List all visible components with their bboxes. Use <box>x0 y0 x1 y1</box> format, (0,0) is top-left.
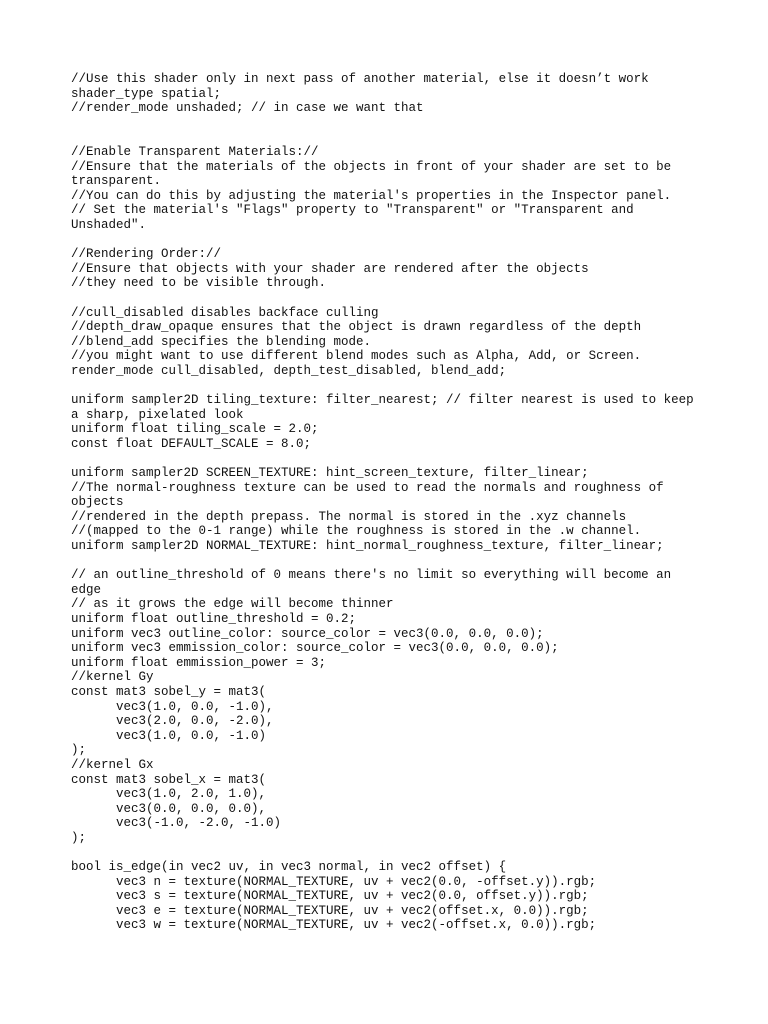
code-line: uniform sampler2D tiling_texture: filter_nearest; // filter nearest is used to keep <box>71 393 694 408</box>
blank-line <box>71 291 711 306</box>
code-line: Unshaded". <box>71 217 147 232</box>
code-line: a sharp, pixelated look <box>71 407 244 422</box>
code-line: vec3 n = texture(NORMAL_TEXTURE, uv + vec2(0.0, -offset.y)).rgb; <box>71 874 597 889</box>
code-document <box>71 72 711 933</box>
blank-line <box>71 378 711 393</box>
code-line: //cull_disabled disables backface culling <box>71 305 379 320</box>
blank-line <box>71 130 711 145</box>
code-line: vec3(2.0, 0.0, -2.0), <box>71 714 274 729</box>
blank-line <box>71 233 711 248</box>
code-line: // an outline_threshold of 0 means there's no limit so everything will become an <box>71 568 672 583</box>
code-line: edge <box>71 582 102 597</box>
code-line: uniform float outline_threshold = 0.2; <box>71 611 357 626</box>
code-line: //The normal-roughness texture can be used to read the normals and roughness of <box>71 480 664 495</box>
code-line: //they need to be visible through. <box>71 276 327 291</box>
code-line: //blend_add specifies the blending mode. <box>71 334 372 349</box>
code-line: bool is_edge(in vec2 uv, in vec3 normal, in vec2 offset) { <box>71 860 507 875</box>
blank-line <box>71 845 711 860</box>
code-line: vec3(1.0, 0.0, -1.0) <box>71 728 267 743</box>
code-line: ); <box>71 743 87 758</box>
code-line: const mat3 sobel_x = mat3( <box>71 772 267 787</box>
code-line: //(mapped to the 0-1 range) while the roughness is stored in the .w channel. <box>71 524 642 539</box>
code-line: vec3 w = texture(NORMAL_TEXTURE, uv + vec2(-offset.x, 0.0)).rgb; <box>71 918 597 933</box>
code-line: vec3(1.0, 0.0, -1.0), <box>71 699 274 714</box>
code-line: uniform sampler2D SCREEN_TEXTURE: hint_screen_texture, filter_linear; <box>71 466 589 481</box>
code-line: const mat3 sobel_y = mat3( <box>71 684 267 699</box>
code-line: transparent. <box>71 174 162 189</box>
code-line: vec3(-1.0, -2.0, -1.0) <box>71 816 282 831</box>
code-line: //Ensure that objects with your shader are rendered after the objects <box>71 261 589 276</box>
code-line: // Set the material's "Flags" property to "Transparent" or "Transparent and <box>71 203 634 218</box>
blank-line <box>71 116 711 131</box>
code-line: ); <box>71 830 87 845</box>
code-line: //rendered in the depth prepass. The normal is stored in the .xyz channels <box>71 509 627 524</box>
code-line: //Use this shader only in next pass of another material, else it doesn’t work <box>71 72 649 86</box>
code-line: uniform float emmission_power = 3; <box>71 655 327 670</box>
code-line: vec3 s = texture(NORMAL_TEXTURE, uv + vec2(0.0, offset.y)).rgb; <box>71 889 589 904</box>
code-line: uniform vec3 emmission_color: source_color = vec3(0.0, 0.0, 0.0); <box>71 641 559 656</box>
code-line: render_mode cull_disabled, depth_test_disabled, blend_add; <box>71 363 507 378</box>
code-line: //You can do this by adjusting the material's properties in the Inspector panel. <box>71 188 672 203</box>
code-line: vec3(0.0, 0.0, 0.0), <box>71 801 267 816</box>
blank-line <box>71 554 711 569</box>
code-line: //you might want to use different blend modes such as Alpha, Add, or Screen. <box>71 349 642 364</box>
code-line: //kernel Gx <box>71 757 154 772</box>
code-line: uniform sampler2D NORMAL_TEXTURE: hint_normal_roughness_texture, filter_linear; <box>71 539 664 553</box>
code-line: //kernel Gy <box>71 670 154 685</box>
code-line: //Ensure that the materials of the objects in front of your shader are set to be <box>71 159 672 174</box>
code-line: uniform float tiling_scale = 2.0; <box>71 422 319 437</box>
code-line: objects <box>71 495 124 510</box>
code-line: const float DEFAULT_SCALE = 8.0; <box>71 436 312 451</box>
code-line: shader_type spatial; <box>71 86 222 101</box>
code-line: //render_mode unshaded; // in case we want that <box>71 101 424 116</box>
code-line: //depth_draw_opaque ensures that the object is drawn regardless of the depth <box>71 320 642 335</box>
code-line: //Enable Transparent Materials:// <box>71 144 319 159</box>
code-line: uniform vec3 outline_color: source_color = vec3(0.0, 0.0, 0.0); <box>71 626 544 641</box>
code-line: vec3 e = texture(NORMAL_TEXTURE, uv + vec2(offset.x, 0.0)).rgb; <box>71 903 589 918</box>
code-line: vec3(1.0, 2.0, 1.0), <box>71 787 267 802</box>
code-line: //Rendering Order:// <box>71 247 222 262</box>
code-line: // as it grows the edge will become thinner <box>71 597 394 612</box>
blank-line <box>71 451 711 466</box>
